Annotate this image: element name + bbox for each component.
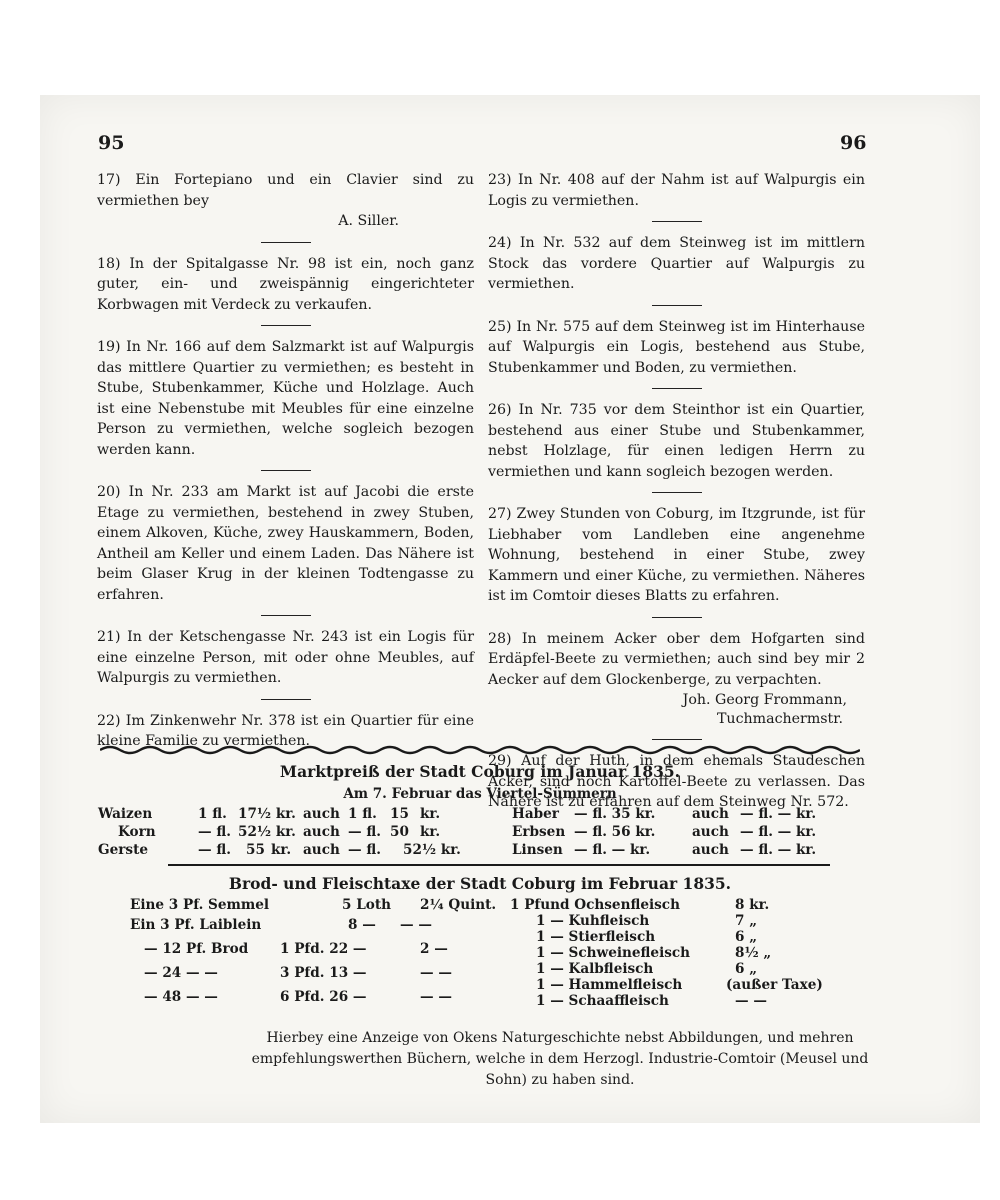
taxe-row-semmel: Eine 3 Pf. Semmel 5 Loth 2¼ Quint. <box>130 897 497 913</box>
market-row-linsen: Linsen — fl. — kr. auch — fl. — kr. <box>512 842 817 858</box>
taxe-row-brod-48: — 48 — — 6 Pfd. 26 — — — <box>144 989 452 1005</box>
taxe-row-brod-24: — 24 — — 3 Pfd. 13 — — — <box>144 965 452 981</box>
market-row-erbsen: Erbsen — fl. 56 kr. auch — fl. — kr. <box>512 824 817 840</box>
taxe-row-schweinefleisch: 1 — Schweinefleisch 8½ „ <box>536 945 772 961</box>
market-title: Marktpreiß der Stadt Coburg im Januar 1835. <box>279 762 681 781</box>
ad-20: 20) In Nr. 233 am Markt ist auf Jacobi die erste Etage zu vermiethen, bestehend in zwey Stuben, einem Alkoven, Küche, zwey Hauskammern, Boden, Antheil am Keller und einem Laden. Das Nähere ist beim Glaser Krug in der kleinen Todtengasse zu erfahren. <box>97 484 474 603</box>
taxe-row-kalbfleisch: 1 — Kalbfleisch 6 „ <box>536 961 758 977</box>
ad-21: 21) In der Ketschengasse Nr. 243 ist ein Logis für eine einzelne Person, mit oder ohne Meubles, auf Walpurgis zu vermiethen. <box>97 629 474 686</box>
separator <box>652 492 702 493</box>
taxe-row-schaaffleisch: 1 — Schaaffleisch — — <box>536 993 767 1009</box>
market-row-haber: Haber — fl. 35 kr. auch — fl. — kr. <box>512 806 817 822</box>
ad-27: 27) Zwey Stunden von Coburg, im Itzgrunde, ist für Liebhaber vom Landleben eine angenehme Wohnung, bestehend in einer Stube, zwey Kammern und einer Küche, zu vermiethen. Näheres ist im Comtoir dieses Blatts zu erfahren. <box>488 506 865 604</box>
ad-22: 22) Im Zinkenwehr Nr. 378 ist ein Quartier für eine kleine Familie zu vermiethen. <box>97 712 474 749</box>
separator <box>652 305 702 306</box>
taxe-row-laiblein: Ein 3 Pf. Laiblein 8 — — — <box>130 917 432 933</box>
ad-17: 17) Ein Fortepiano und ein Clavier sind zu vermiethen bey <box>97 172 474 209</box>
taxe-title: Brod- und Fleischtaxe der Stadt Coburg im Februar 1835. <box>228 874 732 893</box>
separator <box>261 699 311 700</box>
ad-28: 28) In meinem Acker ober dem Hofgarten sind Erdäpfel-Beete zu vermiethen; auch sind bey mir 2 Aecker auf dem Glockenberge, zu verpachten. <box>488 630 865 688</box>
ad-28-signature-title: Tuchmachermstr. <box>716 710 843 727</box>
taxe-row-kuhfleisch: 1 — Kuhfleisch 7 „ <box>536 913 758 929</box>
page-number-right: 96 <box>840 132 867 154</box>
taxe-row-stierfleisch: 1 — Stierfleisch 6 „ <box>536 929 758 945</box>
ad-18: 18) In der Spitalgasse Nr. 98 ist ein, noch ganz guter, ein- und zweispännig eingerichteter Korbwagen mit Verdeck zu verkaufen. <box>97 255 474 313</box>
footer-note: Hierbey eine Anzeige von Okens Naturgeschichte nebst Abbildungen, und mehren empfehlungswerthen Büchern, welche in dem Herzogl. Industrie-Comtoir (Meusel und Sohn) zu haben sind. <box>251 1030 869 1088</box>
ad-19: 19) In Nr. 166 auf dem Salzmarkt ist auf Walpurgis das mittlere Quartier zu vermiethen; es besteht in Stube, Stubenkammer, Küche und Holzlage. Auch ist eine Nebenstube mit Meubles für eine einzelne Person zu vermiethen, welche sogleich bezogen werden kann. <box>97 339 474 458</box>
taxe-row-brod-12: — 12 Pf. Brod 1 Pfd. 22 — 2 — <box>144 941 448 957</box>
separator <box>652 617 702 618</box>
ad-28-signature: Joh. Georg Frommann, <box>682 692 847 708</box>
separator <box>261 325 311 326</box>
ad-24: 24) In Nr. 532 auf dem Steinweg ist im mittlern Stock das vordere Quartier auf Walpurgis zu vermiethen. <box>488 235 865 292</box>
page-number-left: 95 <box>98 132 125 154</box>
wavy-divider <box>100 744 860 756</box>
market-row-gerste: Gerste — fl. 55 kr. auch — fl. 52½ kr. <box>98 842 461 858</box>
ad-25: 25) In Nr. 575 auf dem Steinweg ist im Hinterhause auf Walpurgis ein Logis, bestehend aus Stube, Stubenkammer und Boden, zu vermiethen. <box>488 318 865 376</box>
separator <box>261 615 311 616</box>
ad-17-signature: A. Siller. <box>338 213 399 229</box>
market-row-korn: Korn — fl. 52½ kr. auch — fl. 50 kr. <box>118 824 441 840</box>
left-column <box>97 170 474 752</box>
separator <box>652 739 702 740</box>
taxe-row-hammelfleisch: 1 — Hammelfleisch (außer Taxe) <box>536 977 823 993</box>
ad-26: 26) In Nr. 735 vor dem Steinthor ist ein Quartier, bestehend aus einer Stube und Stubenkammer, nebst Holzlage, für einen ledigen Herrn zu vermiethen und kann sogleich bezogen werden. <box>488 402 865 480</box>
market-row-waizen: Waizen 1 fl. 17½ kr. auch 1 fl. 15 kr. <box>98 806 441 822</box>
separator <box>261 242 311 243</box>
separator <box>261 470 311 471</box>
ad-23: 23) In Nr. 408 auf der Nahm ist auf Walpurgis ein Logis zu vermiethen. <box>488 172 865 209</box>
market-subtitle: Am 7. Februar das Viertel-Sümmern <box>343 786 617 802</box>
right-column <box>488 170 865 813</box>
section-rule <box>168 864 830 866</box>
separator <box>652 388 702 389</box>
ad-29: 29) Auf der Huth, in dem ehemals Staudeschen Acker, sind noch Kartoffel-Beete zu verlassen. Das Nähere ist zu erfahren auf dem Steinweg Nr. 572. <box>488 753 865 810</box>
separator <box>652 221 702 222</box>
taxe-row-ochsenfleisch: 1 Pfund Ochsenfleisch 8 kr. <box>510 897 770 913</box>
